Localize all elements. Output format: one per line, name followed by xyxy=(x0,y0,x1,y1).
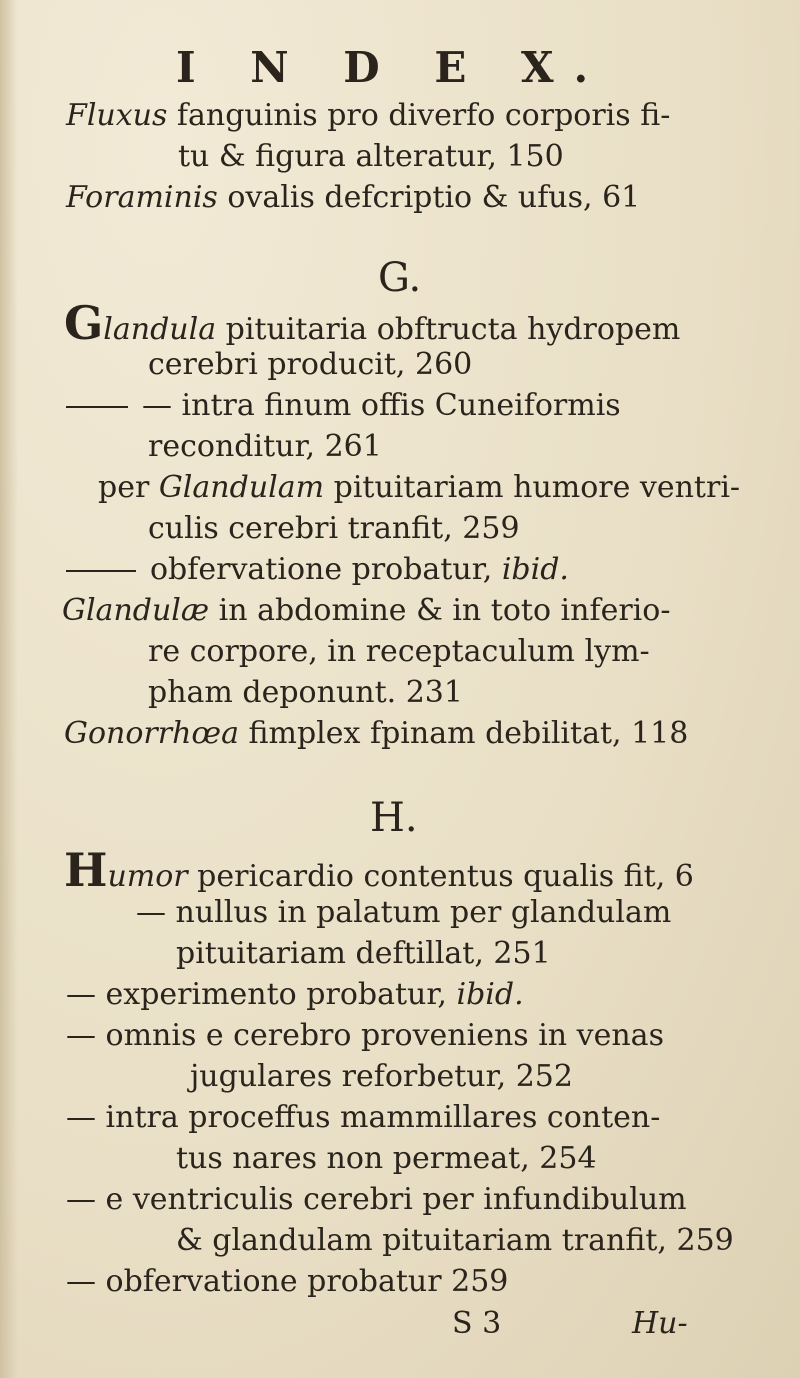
index-entry: — nullus in palatum per glandulam xyxy=(136,895,672,930)
index-entry: cerebri producit, 260 xyxy=(148,347,473,382)
index-entry: per Glandulam pituitariam humore ventri- xyxy=(98,470,741,505)
index-entry: obfervatione probatur, ibid. xyxy=(66,552,569,588)
index-entry: pituitariam deftillat, 251 xyxy=(176,936,551,971)
section-letter-g: G. xyxy=(378,255,422,301)
index-entry: re corpore, in receptaculum lym- xyxy=(148,634,650,669)
signature-mark: S 3 xyxy=(452,1306,502,1341)
index-entry: Foraminis ovalis defcriptio & ufus, 61 xyxy=(66,180,641,215)
index-entry: pham deponunt. 231 xyxy=(148,675,463,710)
index-entry: — obfervatione probatur 259 xyxy=(66,1264,509,1299)
catchword: Hu- xyxy=(632,1306,688,1341)
index-entry: Glandula pituitaria obftructa hydropem xyxy=(64,296,681,350)
index-entry: reconditur, 261 xyxy=(148,429,382,464)
section-letter-h: H. xyxy=(370,795,418,841)
index-entry: — intra finum offis Cuneiformis xyxy=(66,388,621,424)
index-entry: — omnis e cerebro proveniens in venas xyxy=(66,1018,664,1053)
index-entry: jugulares reforbetur, 252 xyxy=(190,1059,573,1094)
index-entry: culis cerebri tranfit, 259 xyxy=(148,511,520,546)
ditto-dash xyxy=(66,406,128,408)
index-entry: Humor pericardio contentus qualis fit, 6 xyxy=(64,843,694,897)
index-entry: — e ventriculis cerebri per infundibulum xyxy=(66,1182,687,1217)
index-entry: — intra proceffus mammillares conten- xyxy=(66,1100,661,1135)
index-entry: tu & figura alteratur, 150 xyxy=(178,139,564,174)
index-entry: tus nares non permeat, 254 xyxy=(176,1141,597,1176)
index-entry: & glandulam pituitariam tranfit, 259 xyxy=(176,1223,734,1258)
index-entry: — experimento probatur, ibid. xyxy=(66,977,524,1012)
index-entry: Gonorrhœa fimplex fpinam debilitat, 118 xyxy=(64,716,689,751)
page-title: I N D E X. xyxy=(176,43,609,92)
binding-shadow xyxy=(0,0,18,1378)
ditto-dash xyxy=(66,570,136,572)
index-entry: Glandulæ in abdomine & in toto inferio- xyxy=(62,593,671,628)
index-entry: Fluxus fanguinis pro diverfo corporis fi- xyxy=(66,98,671,133)
